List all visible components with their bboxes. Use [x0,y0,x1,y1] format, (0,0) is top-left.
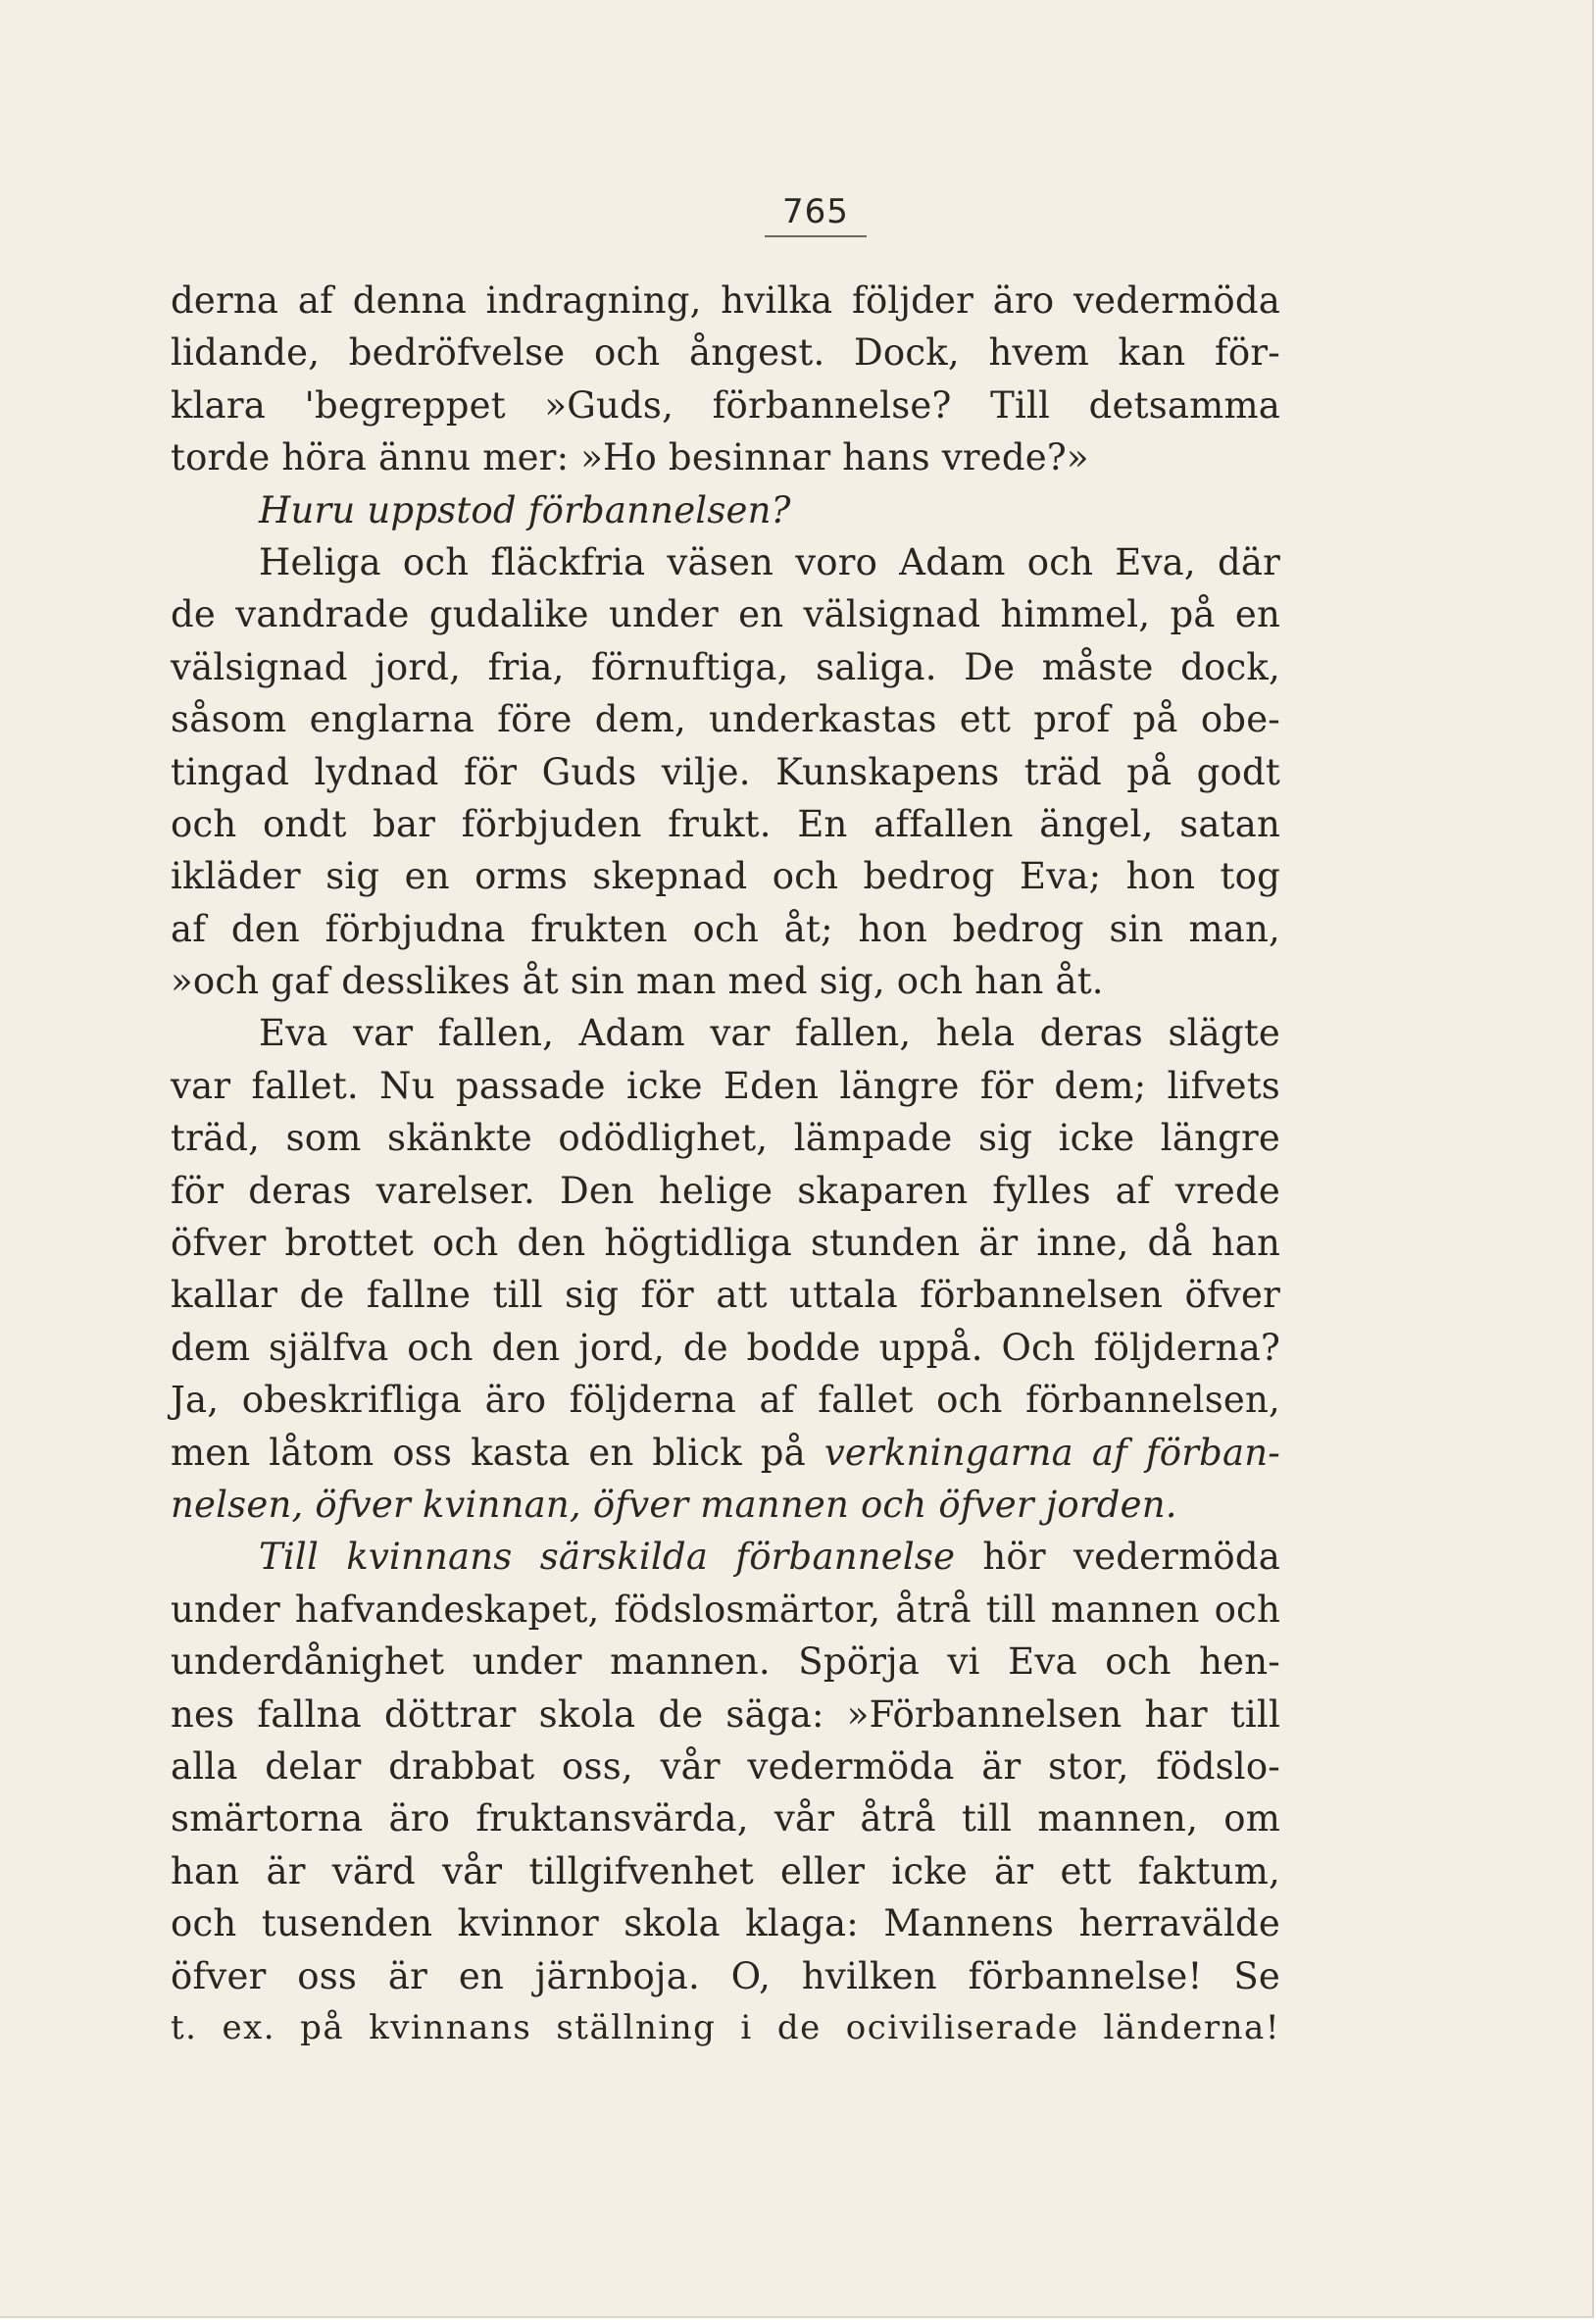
text-segment: var fallet. Nu passade icke Eden längre för dem; lifvets [171,1064,1280,1107]
text-segment: öfver oss är en järnboja. O, hvilken förbannelse! Se [171,1954,1280,1997]
text-line [171,641,1280,693]
text-segment: klara 'begreppet »Guds, förbannelse? Till detsamma [171,383,1280,427]
text-segment: Ja, obeskrifliga äro följderna af fallet och förbannelsen, [171,1379,1280,1422]
text-segment: hör vedermöda [955,1536,1280,1579]
italic-text: Huru uppstod förbannelsen? [259,488,791,531]
text-line [171,850,1280,902]
text-segment: derna af denna indragning, hvilka följder äro vedermöda [171,279,1280,322]
text-line [171,955,1280,1007]
text-segment: underdånighet under mannen. Spörja vi Eva och hen- [171,1640,1280,1684]
text-line [171,1845,1280,1897]
text-segment: han är värd vår tillgifvenhet eller icke är ett faktum, [171,1849,1280,1892]
text-line [171,1531,1280,1583]
text-line [171,1060,1280,1112]
text-line [171,1689,1280,1740]
text-line [171,1322,1280,1374]
text-segment: Heliga och fläckfria väsen voro Adam och Eva, där [259,540,1280,583]
text-line [171,1897,1280,1949]
body-text [171,275,1280,2054]
text-line [171,1950,1280,2002]
text-segment: under hafvandeskapet, födslosmärtor, åtrå till mannen och [171,1588,1280,1631]
text-line [171,1269,1280,1321]
text-line [171,1479,1280,1531]
text-segment: de vandrade gudalike under en välsignad himmel, på en [171,593,1280,636]
text-segment: lidande, bedröfvelse och ångest. Dock, hvem kan för- [171,331,1280,375]
text-segment: välsignad jord, fria, förnuftiga, saliga. De måste dock, [171,645,1280,688]
text-line [171,2002,1280,2054]
text-segment: »och gaf desslikes åt sin man med sig, och han åt. [171,960,1104,1003]
text-line [171,1740,1280,1792]
text-line [171,693,1280,745]
text-line [171,746,1280,798]
text-segment: men låtom oss kasta en blick på [171,1431,824,1474]
text-line [171,1636,1280,1688]
italic-text: verkningarna af förban- [823,1431,1281,1474]
text-segment: Eva var fallen, Adam var fallen, hela deras slägte [259,1012,1280,1055]
text-line [171,1007,1280,1059]
text-segment: för deras varelser. Den helige skaparen fylles af vrede [171,1169,1280,1212]
text-line [171,1584,1280,1636]
italic-text: nelsen, öfver kvinnan, öfver mannen och öfver jorden. [171,1483,1177,1526]
text-segment: dem själfva och den jord, de bodde uppå. Och följderna? [171,1326,1280,1369]
text-line [171,1792,1280,1844]
text-line [171,1374,1280,1426]
page-number: 765 [765,192,867,237]
text-segment: tingad lydnad för Guds vilje. Kunskapens träd på godt [171,750,1280,793]
text-segment: ikläder sig en orms skepnad och bedrog Eva; hon tog [171,855,1280,898]
text-segment: öfver brottet och den högtidliga stunden är inne, då han [171,1222,1280,1265]
text-line [171,431,1280,483]
text-segment: och ondt bar förbjuden frukt. En affallen ängel, satan [171,802,1280,845]
text-segment: smärtorna äro fruktansvärda, vår åtrå till mannen, om [171,1797,1280,1841]
text-line [171,275,1280,327]
text-line [171,1112,1280,1164]
text-line [171,1427,1280,1479]
text-segment: och tusenden kvinnor skola klaga: Mannens herravälde [171,1902,1280,1945]
page-header [0,192,1592,237]
text-line [171,1217,1280,1269]
text-segment: nes fallna döttrar skola de säga: »Förbannelsen har till [171,1692,1280,1736]
text-line [171,1165,1280,1217]
text-segment: träd, som skänkte odödlighet, lämpade sig icke längre [171,1117,1280,1160]
text-segment: torde höra ännu mer: »Ho besinnar hans vrede?» [171,436,1089,479]
text-line [171,798,1280,850]
text-line [171,379,1280,431]
text-segment: såsom englarna före dem, underkastas ett prof på obe- [171,698,1280,741]
text-line [171,484,1280,536]
text-segment: kallar de fallne till sig för att uttala förbannelsen öfver [171,1274,1280,1317]
text-line [171,903,1280,955]
text-segment: t. ex. på kvinnans ställning i de ociviliserade länderna! [171,2007,1280,2047]
text-segment: af den förbjudna frukten och åt; hon bedrog sin man, [171,907,1280,950]
text-line [171,536,1280,588]
text-line [171,588,1280,640]
text-line [171,327,1280,378]
italic-text: Till kvinnans särskilda förbannelse [259,1536,956,1579]
text-segment: alla delar drabbat oss, vår vedermöda är stor, födslo- [171,1744,1280,1788]
